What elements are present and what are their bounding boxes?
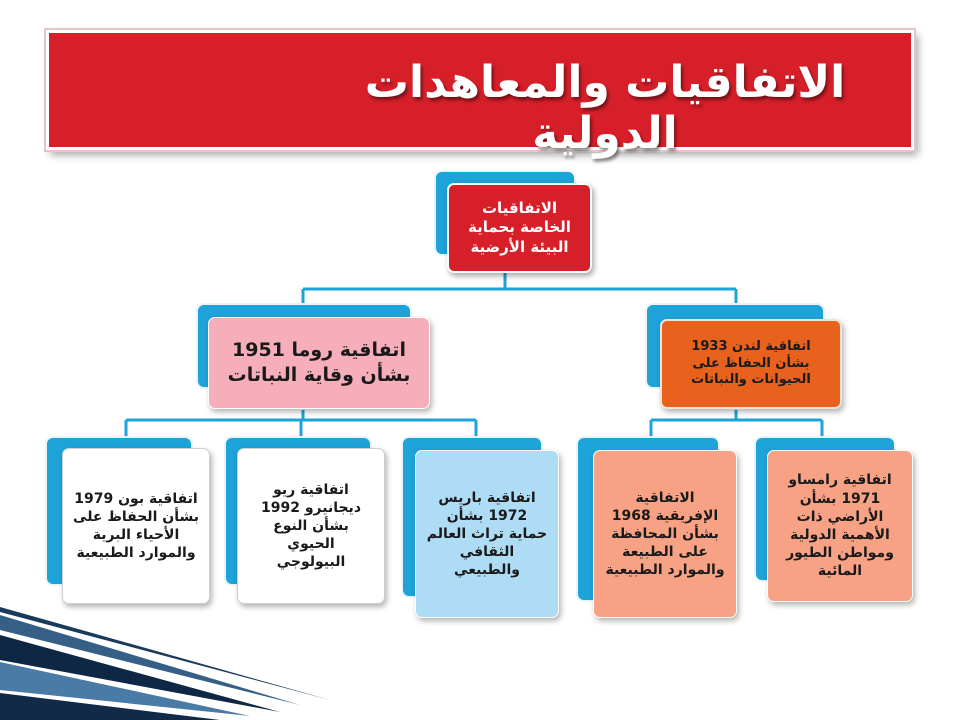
root-node [447,183,592,273]
african-node-label: الاتفاقية الإفريقية 1968 بشأن المحافظة على الطبيعة والموارد الطبيعية [605,489,725,579]
bonn-node [62,448,210,604]
london-node-label: اتفاقية لندن 1933 بشأن الحفاظ على الحيوانات والنباتات [691,338,811,388]
african-node [593,450,737,618]
root-node-label: الاتفاقيات الخاصة بحماية البيئة الأرضية [468,198,571,256]
bonn-node-label: اتفاقية بون 1979 بشأن الحفاظ على الأحياء البرية والموارد الطبيعية [73,490,199,562]
paris-node-label: اتفاقية باريس 1972 بشأن حماية تراث العالم الثقافي والطبيعي [426,489,548,579]
ramsar-node-label: اتفاقية رامساو 1971 بشأن الأراضي ذات الأهمية الدولية ومواطن الطيور المائية [786,472,894,580]
ramsar-node [767,450,913,602]
page-title: الاتفاقيات والمعاهدات الدولية [364,57,846,159]
rio-node-label: اتفاقية ريو ديجانيرو 1992 بشأن النوع الحيوي البيولوجي [260,481,361,571]
rome-node-label: اتفاقية روما 1951 بشأن وقاية النباتات [227,339,411,386]
paris-node [415,450,559,618]
rome-node [208,317,430,409]
london-node [660,319,842,409]
rio-node [237,448,385,604]
